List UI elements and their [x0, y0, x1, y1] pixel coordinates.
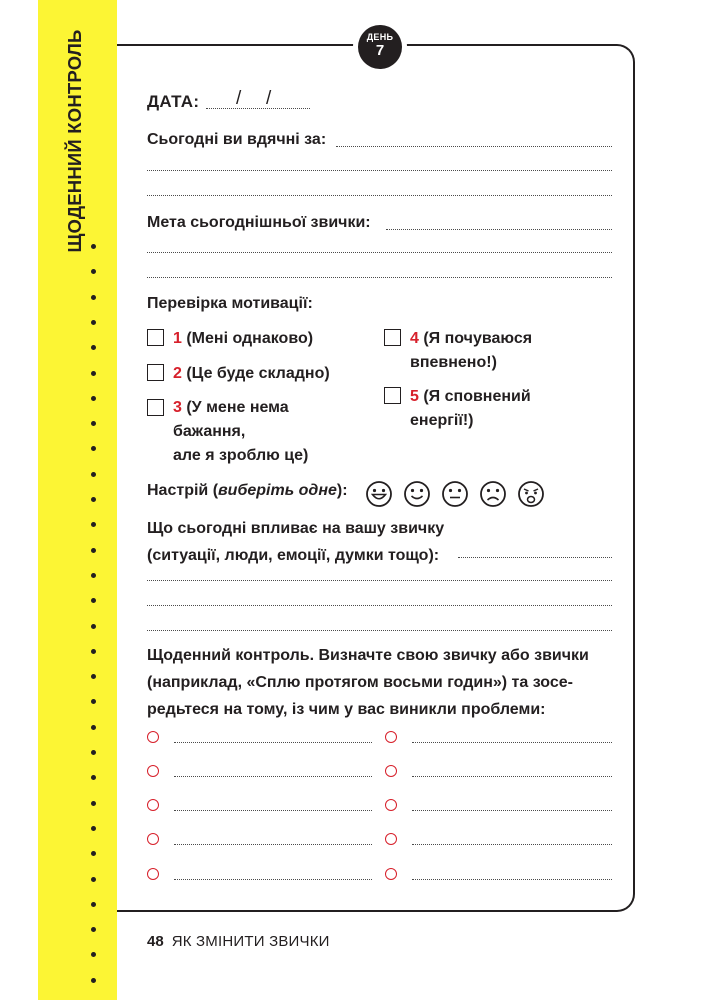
day-label: ДЕНЬ: [366, 32, 394, 42]
sidebar-dot: [91, 624, 96, 629]
habit-entry-line[interactable]: [412, 879, 612, 880]
habit-entry-line[interactable]: [412, 742, 612, 743]
habit-entry-line[interactable]: [174, 879, 372, 880]
sidebar-dot: [91, 927, 96, 932]
sidebar-dot: [91, 649, 96, 654]
habit-entry-line[interactable]: [174, 810, 372, 811]
habit-checkbox-circle[interactable]: [385, 765, 397, 777]
book-title: ЯК ЗМІНИТИ ЗВИЧКИ: [171, 933, 330, 950]
motivation-checkbox-3[interactable]: [147, 399, 164, 416]
habit-checkbox-circle[interactable]: [147, 765, 159, 777]
sidebar-dot: [91, 269, 96, 274]
habit-checkbox-circle[interactable]: [147, 731, 159, 743]
date-field[interactable]: [206, 108, 310, 109]
motivation-option-4: 4 (Я почуваюся впевнено!): [410, 330, 533, 371]
motivation-title: Перевірка мотивації:: [147, 295, 313, 312]
influence-line-1[interactable]: [458, 557, 612, 558]
habit-checkbox-circle[interactable]: [147, 833, 159, 845]
sidebar-dot: [91, 573, 96, 578]
motivation-option-3: 3 (У мене нема бажання, але я зроблю це): [173, 399, 309, 464]
sidebar-dot: [91, 472, 96, 477]
sidebar-dot: [91, 244, 96, 249]
sidebar-dot: [91, 877, 96, 882]
habit-goal-line-2[interactable]: [147, 252, 612, 253]
day-number: 7: [375, 42, 385, 59]
habit-checkbox-circle[interactable]: [385, 833, 397, 845]
form-frame: [117, 44, 635, 912]
sidebar-dots: [88, 244, 100, 994]
habit-goal-line-3[interactable]: [147, 277, 612, 278]
daily-control-instructions: Щоденний контроль. Визначте свою звичку або звички (наприклад, «Сплю протягом восьми годин») та зосе- редьтеся на тому, із чим у вас виникли проблеми:: [147, 647, 589, 718]
sidebar-title: [55, 28, 95, 253]
day-badge: [353, 20, 407, 74]
date-label: ДАТА:: [147, 92, 200, 111]
sidebar-dot: [91, 725, 96, 730]
sidebar-dot: [91, 952, 96, 957]
sidebar-dot: [91, 775, 96, 780]
page-footer: [147, 933, 330, 950]
motivation-option-2: 2 (Це буде складно): [173, 365, 330, 382]
sidebar-dot: [91, 750, 96, 755]
habit-checkbox-circle[interactable]: [385, 731, 397, 743]
sidebar-dot: [91, 826, 96, 831]
sidebar-dot: [91, 699, 96, 704]
sidebar-dot: [91, 598, 96, 603]
sidebar-dot: [91, 371, 96, 376]
influence-question: Що сьогодні впливає на вашу звичку (ситуації, люди, емоції, думки тощо):: [147, 520, 445, 564]
sad-face-icon[interactable]: [479, 480, 507, 508]
smiling-face-icon[interactable]: [403, 480, 431, 508]
mood-label: Настрій (виберіть одне):: [147, 482, 348, 499]
motivation-option-1: 1 (Мені однаково): [173, 330, 314, 347]
habit-checkbox-circle[interactable]: [385, 868, 397, 880]
very-happy-face-icon[interactable]: [365, 480, 393, 508]
influence-line-3[interactable]: [147, 605, 612, 606]
motivation-checkbox-4[interactable]: [384, 329, 401, 346]
habit-entry-line[interactable]: [174, 844, 372, 845]
sidebar-dot: [91, 497, 96, 502]
gratitude-label: Сьогодні ви вдячні за:: [147, 131, 327, 148]
habit-entry-line[interactable]: [174, 776, 372, 777]
motivation-checkbox-2[interactable]: [147, 364, 164, 381]
page-number: 48: [147, 933, 164, 950]
neutral-face-icon[interactable]: [441, 480, 469, 508]
gratitude-line-3[interactable]: [147, 195, 612, 196]
habit-entry-line[interactable]: [412, 776, 612, 777]
date-separator-2: /: [266, 88, 272, 109]
habit-entry-line[interactable]: [174, 742, 372, 743]
habit-entry-line[interactable]: [412, 844, 612, 845]
habit-checkbox-circle[interactable]: [147, 799, 159, 811]
sidebar-title-text: ЩОДЕННИЙ КОНТРОЛЬ: [64, 28, 85, 253]
habit-checkbox-circle[interactable]: [147, 868, 159, 880]
sidebar-dot: [91, 674, 96, 679]
habit-entry-line[interactable]: [412, 810, 612, 811]
motivation-checkbox-5[interactable]: [384, 387, 401, 404]
motivation-checkbox-1[interactable]: [147, 329, 164, 346]
influence-line-4[interactable]: [147, 630, 612, 631]
motivation-option-5: 5 (Я сповнений енергії!): [410, 388, 531, 429]
sidebar-dot: [91, 421, 96, 426]
influence-line-2[interactable]: [147, 580, 612, 581]
date-separator-1: /: [236, 88, 242, 109]
sidebar-dot: [91, 801, 96, 806]
habit-checkbox-circle[interactable]: [385, 799, 397, 811]
sidebar-dot: [91, 295, 96, 300]
sidebar-dot: [91, 522, 96, 527]
crying-face-icon[interactable]: [517, 480, 545, 508]
sidebar-dot: [91, 978, 96, 983]
sidebar-dot: [91, 851, 96, 856]
sidebar-dot: [91, 396, 96, 401]
sidebar-dot: [91, 320, 96, 325]
sidebar-dot: [91, 345, 96, 350]
gratitude-line-1[interactable]: [336, 146, 612, 147]
gratitude-line-2[interactable]: [147, 170, 612, 171]
sidebar-dot: [91, 902, 96, 907]
sidebar-dot: [91, 548, 96, 553]
habit-goal-label: Мета сьогоднішньої звички:: [147, 214, 371, 231]
habit-goal-line-1[interactable]: [386, 229, 612, 230]
sidebar-dot: [91, 446, 96, 451]
